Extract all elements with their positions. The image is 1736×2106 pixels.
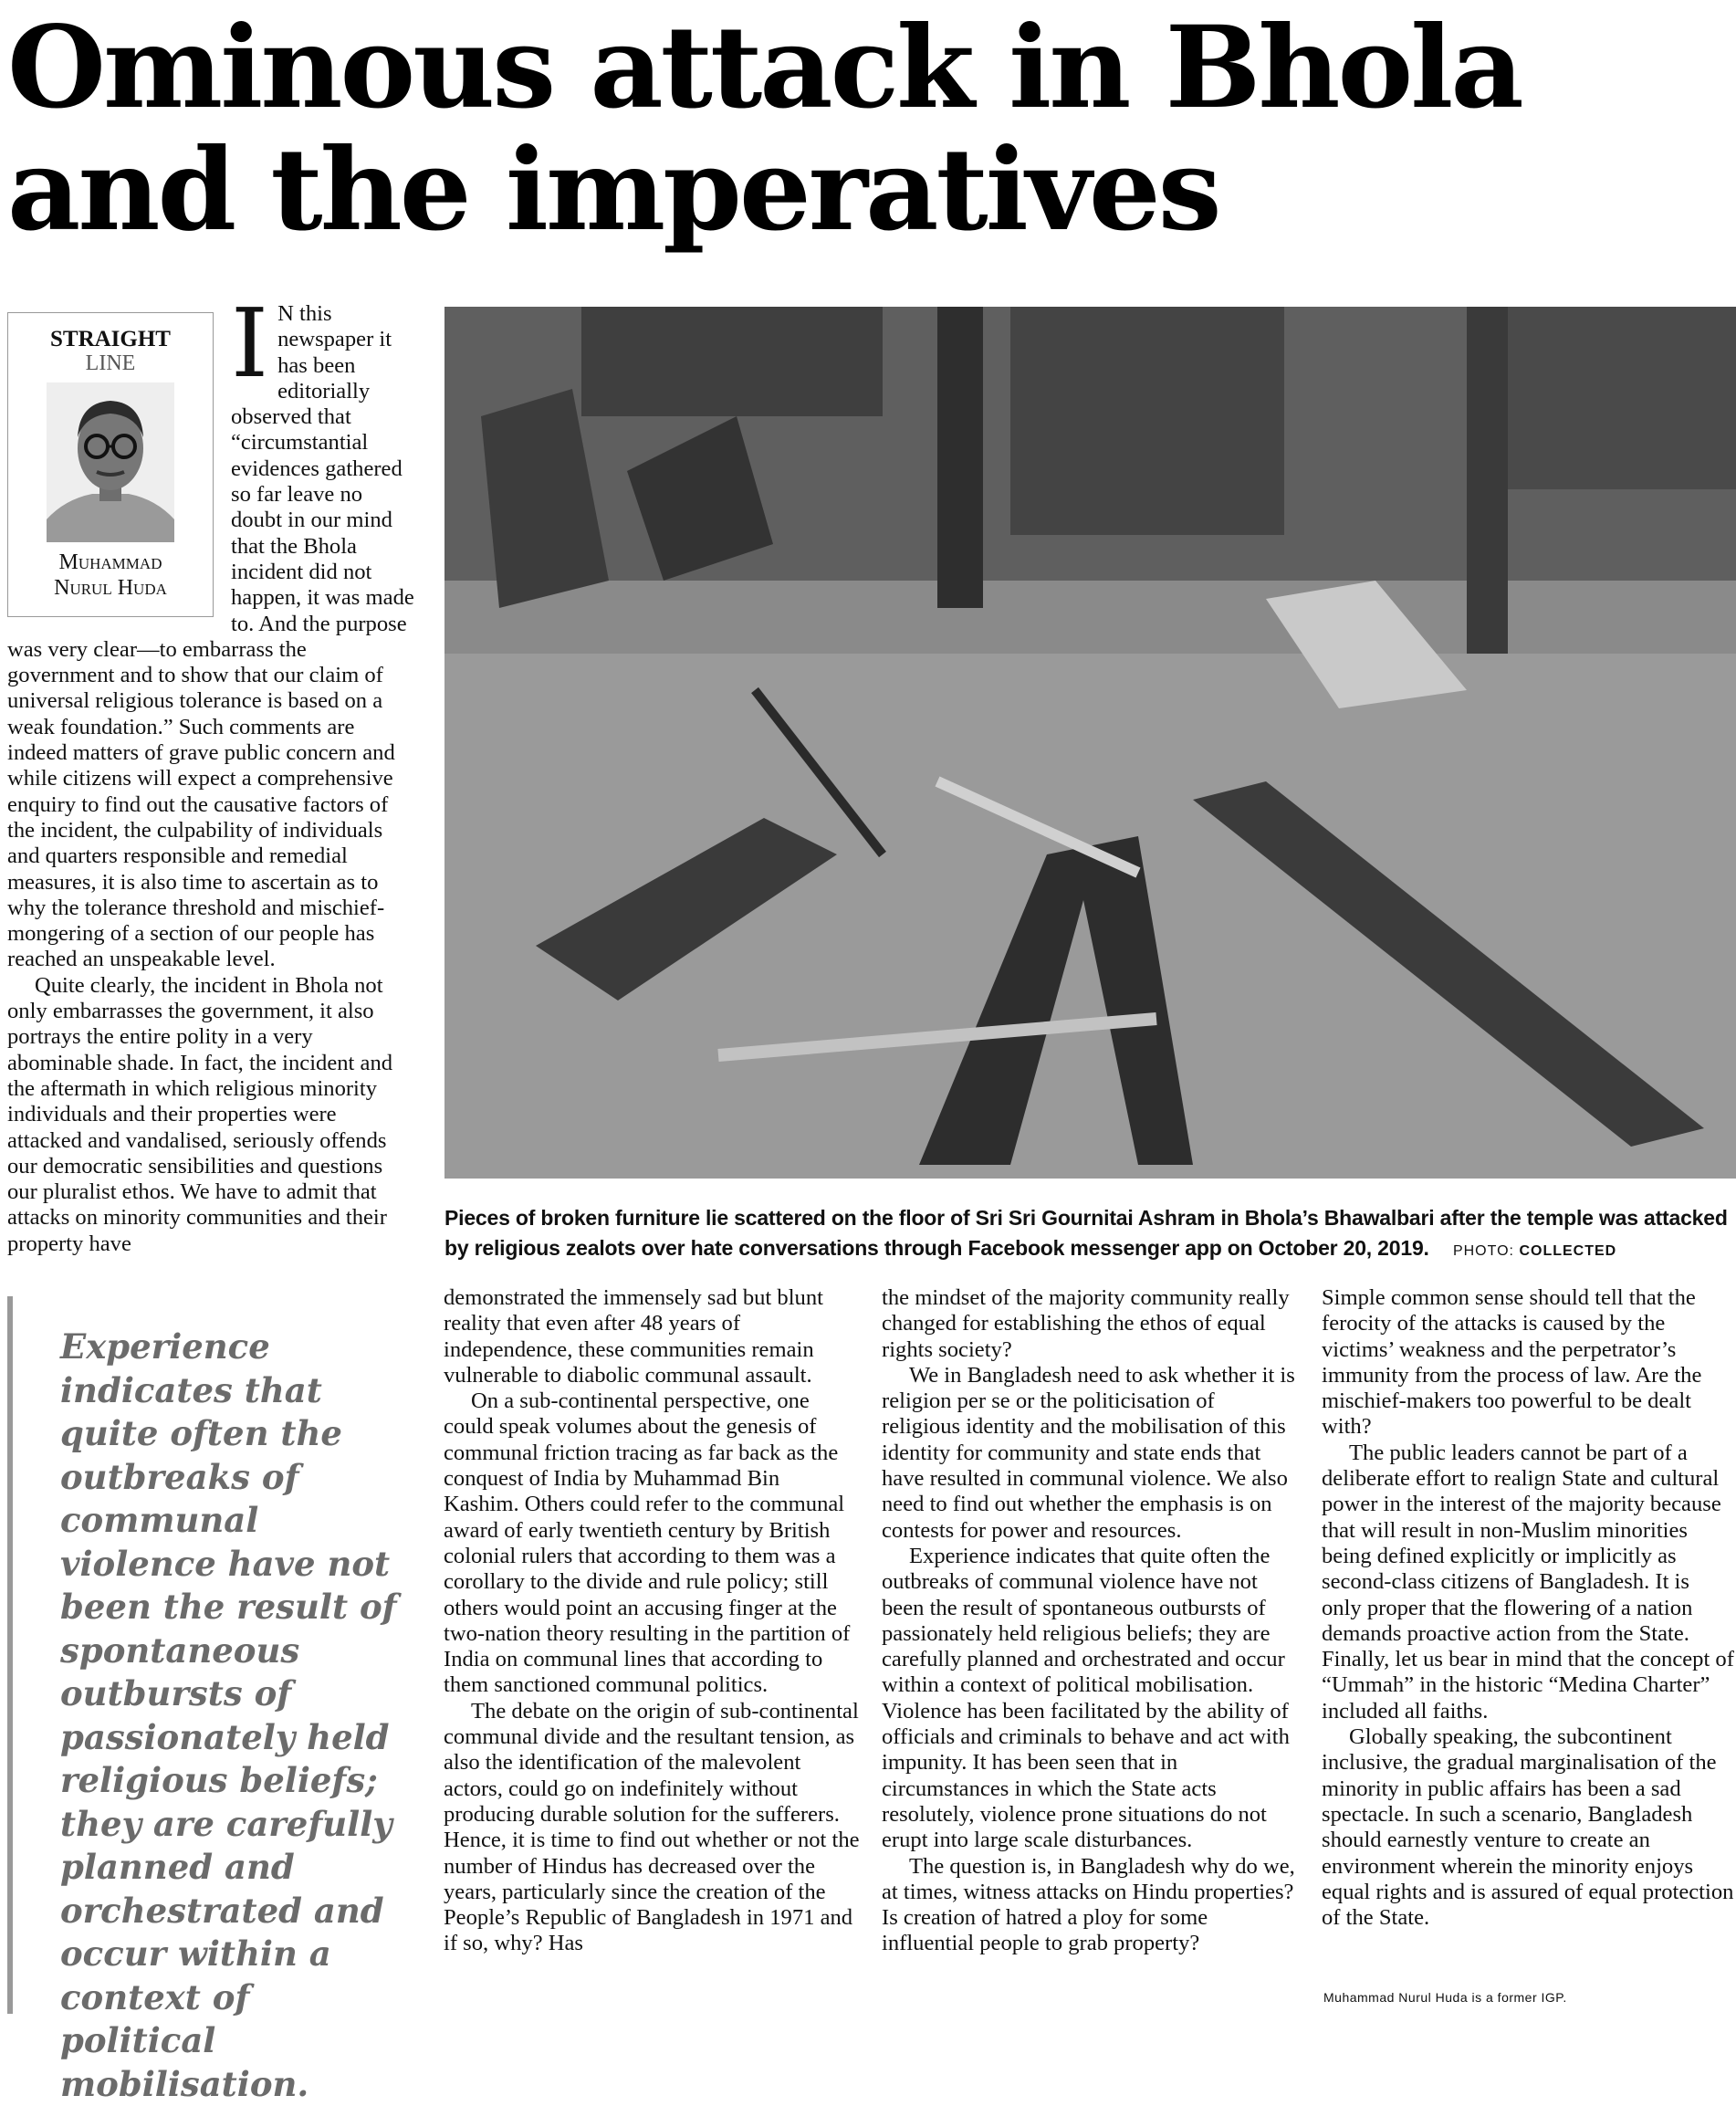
headline: Ominous attack in Bhola and the imperatives (7, 2, 1522, 257)
author-bio: Muhammad Nurul Huda is a former IGP. (1323, 1990, 1567, 2005)
credit-value: COLLECTED (1519, 1243, 1617, 1259)
article-column-3 (882, 1285, 1298, 1957)
broken-furniture-photo (444, 307, 1736, 1179)
article-photo (444, 307, 1736, 1179)
paragraph: The question is, in Bangladesh why do we, at times, witness attacks on Hindu properties? Is creation of hatred a ploy for some influential people to grab property? (882, 1853, 1295, 1956)
pull-quote-rule (7, 1296, 13, 2014)
byline-float-spacer (7, 301, 231, 623)
photo-credit (1453, 1243, 1616, 1259)
paragraph: The public leaders cannot be part of a deliberate effort to realign State and cultural power in the interest of the majority because that will result in non-Muslim minorities being defined explicitly or implicitly as second-class citizens of Bangladesh. It is only proper that the flowering of a nation demands proactive action from the State. Finally, let us bear in mind that the concept of “Ummah” in the historic “Medina Charter” included all faiths. (1322, 1440, 1734, 1724)
paragraph: demonstrated the immensely sad but blunt reality that even after 48 years of independence, these communities remain vulnerable to diabolic communal assault. (444, 1285, 823, 1388)
column-subtitle: LINE (85, 351, 136, 375)
paragraph: N this newspaper it has been editorially observed that “circumstantial evidences gathered so far leave no doubt in our mind that the Bhola incident did not happen, it was made to. And the purpose was very clear—to embarrass the government and to show that our claim of universal religious tolerance is based on a weak foundation.” Such comments are indeed matters of grave public concern and while citizens will expect a comprehensive enquiry to find out the causative factors of the incident, the culpability of individuals and quarters responsible and remedial measures, it is also time to ascertain as to why the tolerance threshold and mischief-mongering of a section of our people has reached an unspeakable level. (7, 301, 414, 972)
paragraph: Quite clearly, the incident in Bhola not only embarrasses the government, it also portrays the entire polity in a very abominable shade. In fact, the incident and the aftermath in which religious minority individuals and their properties were attacked and vandalised, seriously offends our democratic sensibilities and questions our pluralist ethos. We have to admit that attacks on minority communities and their property have (7, 972, 393, 1256)
credit-label: PHOTO: (1452, 1243, 1514, 1259)
paragraph: On a sub-continental perspective, one could speak volumes about the genesis of communal friction tracing as far back as the conquest of India by Muhammad Bin Kashim. Others could refer to the communal award of early twentieth century by British colonial rulers that according to them was a corollary to the divide and rule policy; still others would point an accusing finger at the two-nation theory resulting in the partition of India on communal lines that according to them sanctioned communal politics. (444, 1388, 851, 1698)
author-name-line2: Nurul Huda (54, 576, 167, 600)
article-column-4 (1322, 1285, 1734, 1931)
column-title: STRAIGHT (50, 327, 171, 351)
paragraph: the mindset of the majority community really changed for establishing the ethos of equal rights society? (882, 1285, 1290, 1362)
paragraph: Globally speaking, the subcontinent inclusive, the gradual marginalisation of the minority in public affairs has been a sad spectacle. In such a scenario, Bangladesh should earnestly venture to create an environment wherein the minority enjoys equal rights and is assured of equal protection of the State. (1322, 1724, 1734, 1931)
pull-quote: Experience indicates that quite often the outbreaks of communal violence have not been the result of spontaneous outbursts of passionately held religious beliefs; they are carefully planned and orchestrated and occur within a context of political mobilisation. (60, 1326, 397, 2104)
drop-cap: I (231, 288, 269, 399)
author-name-line1: Muhammad (58, 550, 162, 574)
photo-caption (444, 1203, 1736, 1266)
article-column-2 (444, 1285, 860, 1957)
paragraph: Simple common sense should tell that the ferocity of the attacks is caused by the victims’ weakness and the perpetrator’s immunity from the process of law. Are the mischief-makers too powerful to be dealt with? (1322, 1285, 1702, 1440)
article-column-1 (7, 288, 416, 1257)
paragraph: Experience indicates that quite often the outbreaks of communal violence have not been the result of spontaneous outbursts of passionately held religious beliefs; they are carefully planned and orchestrated and occur within a context of political mobilisation. Violence has been facilitated by the ability of officials and criminals to behave and act with impunity. It has been seen that in circumstances in which the State acts resolutely, violence prone situations do not erupt into large scale disturbances. (882, 1543, 1290, 1853)
paragraph: We in Bangladesh need to ask whether it is religion per se or the politicisation of religious identity and the mobilisation of this identity for community and state ends that have resulted in communal violence. We also need to find out whether the emphasis is on contests for power and resources. (882, 1362, 1295, 1543)
caption-text: Pieces of broken furniture lie scattered on the floor of Sri Sri Gournitai Ashram in Bhola’s Bhawalbari after the temple was attacked by religious zealots over hate conversations through Facebook messenger app on October 20, 2019. (444, 1206, 1728, 1260)
paragraph: The debate on the origin of sub-continental communal divide and the resultant tension, as also the identification of the malevolent actors, could go on indefinitely without producing durable solution for the sufferers. Hence, it is time to find out whether or not the number of Hindus has decreased over the years, particularly since the creation of the People’s Republic of Bangladesh in 1971 and if so, why? Has (444, 1698, 860, 1956)
